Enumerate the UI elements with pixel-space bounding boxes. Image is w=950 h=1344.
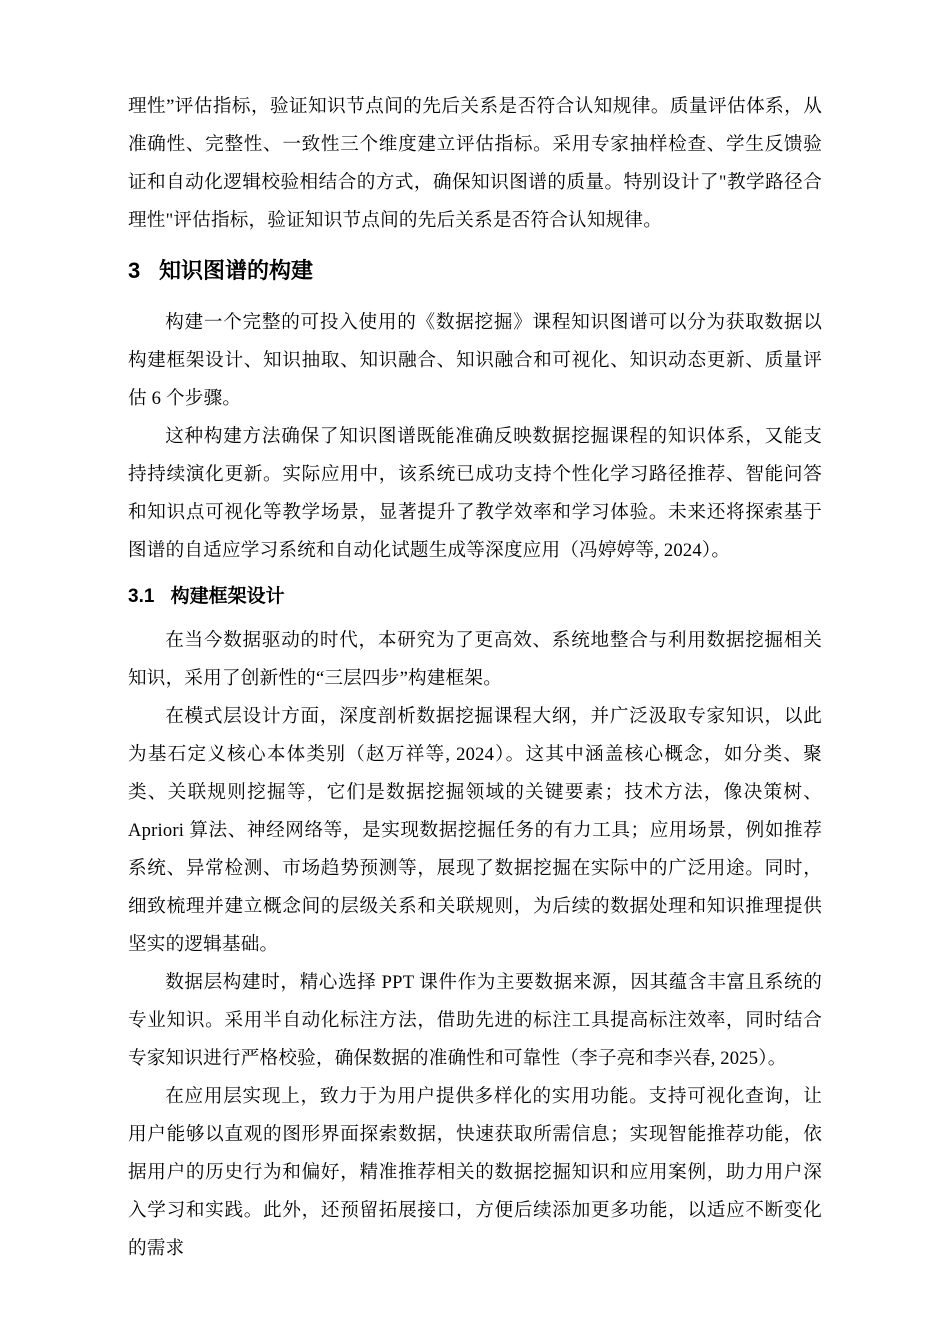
section-title: 知识图谱的构建 (158, 258, 313, 283)
paragraph-method-benefits: 这种构建方法确保了知识图谱既能准确反映数据挖掘课程的知识体系，又能支持持续演化更新。实际应用中，该系统已成功支持个性化学习路径推荐、智能问答和知识点可视化等教学场景，显著提升了教学效率和学习体验。未来还将探索基于图谱的自适应学习系统和自动化试题生成等深度应用（冯婷婷等, 2024）。 (128, 426, 822, 561)
section-heading-3 (128, 252, 822, 290)
section-number: 3 (128, 258, 141, 283)
paragraph-construction-steps: 构建一个完整的可投入使用的《数据挖掘》课程知识图谱可以分为获取数据以构建框架设计、知识抽取、知识融合、知识融合和可视化、知识动态更新、质量评估 6 个步骤。 (128, 312, 822, 409)
subsection-number: 3.1 (128, 586, 155, 607)
subsection-heading-3-1 (128, 578, 822, 616)
paragraph-schema-layer: 在模式层设计方面，深度剖析数据挖掘课程大纲，并广泛汲取专家知识，以此为基石定义核心本体类别（赵万祥等, 2024）。这其中涵盖核心概念，如分类、聚类、关联规则挖掘等，它们是数据挖掘领域的关键要素；技术方法，像决策树、Apriori 算法、神经网络等，是实现数据挖掘任务的有力工具；应用场景，例如推荐系统、异常检测、市场趋势预测等，展现了数据挖掘在实际中的广泛用途。同时，细致梳理并建立概念间的层级关系和关联规则，为后续的数据处理和知识推理提供坚实的逻辑基础。 (128, 706, 822, 955)
paragraph-quality-evaluation-continuation: 理性”评估指标，验证知识节点间的先后关系是否符合认知规律。质量评估体系，从准确性、完整性、一致性三个维度建立评估指标。采用专家抽样检查、学生反馈验证和自动化逻辑校验相结合的方式，确保知识图谱的质量。特别设计了"教学路径合理性"评估指标，验证知识节点间的先后关系是否符合认知规律。 (128, 96, 822, 231)
paragraph-data-layer: 数据层构建时，精心选择 PPT 课件作为主要数据来源，因其蕴含丰富且系统的专业知识。采用半自动化标注方法，借助先进的标注工具提高标注效率，同时结合专家知识进行严格校验，确保数据的准确性和可靠性（李子亮和李兴春, 2025）。 (128, 972, 822, 1069)
paragraph-framework-intro: 在当今数据驱动的时代，本研究为了更高效、系统地整合与利用数据挖掘相关知识，采用了创新性的“三层四步”构建框架。 (128, 630, 822, 689)
paragraph-application-layer: 在应用层实现上，致力于为用户提供多样化的实用功能。支持可视化查询，让用户能够以直观的图形界面探索数据，快速获取所需信息；实现智能推荐功能，依据用户的历史行为和偏好，精准推荐相关的数据挖掘知识和应用案例，助力用户深入学习和实践。此外，还预留拓展接口，方便后续添加更多功能，以适应不断变化的需求 (128, 1086, 822, 1259)
subsection-title: 构建框架设计 (170, 586, 285, 607)
